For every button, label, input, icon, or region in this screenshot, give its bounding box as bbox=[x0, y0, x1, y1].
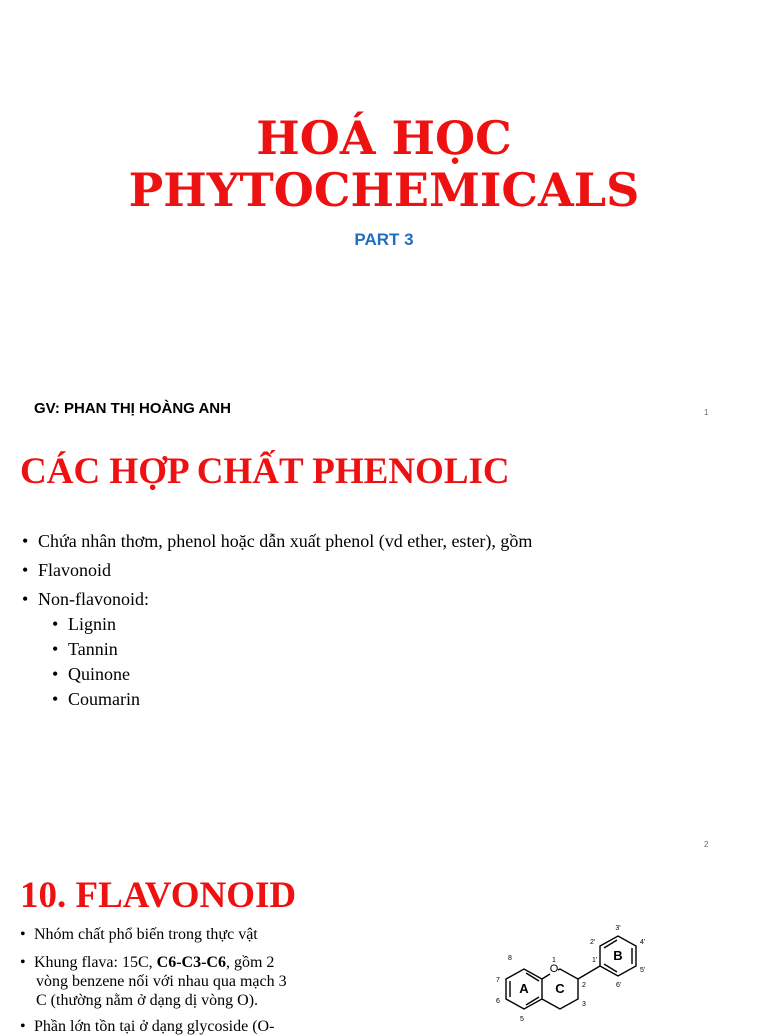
sub-bullet-text: Quinone bbox=[68, 664, 130, 684]
sub-bullet-text: Coumarin bbox=[68, 689, 140, 709]
bullet-item bbox=[22, 588, 149, 610]
position-label: 1' bbox=[592, 957, 598, 964]
position-label: 5' bbox=[640, 967, 646, 974]
ring-c-label: C bbox=[555, 981, 565, 996]
position-label: 1 bbox=[552, 957, 556, 964]
linker-bond bbox=[578, 966, 600, 979]
bullet-dot: • bbox=[20, 954, 26, 971]
bullet-dot: • bbox=[52, 614, 59, 634]
skeleton-bonds bbox=[506, 936, 636, 1009]
oxygen-atom-label: O bbox=[549, 963, 559, 975]
subtitle: PART 3 bbox=[354, 230, 414, 249]
slide-phenolic bbox=[0, 430, 768, 860]
position-label: 2' bbox=[590, 939, 596, 946]
slide-title bbox=[0, 0, 768, 430]
bullet-text: Non-flavonoid: bbox=[38, 589, 149, 609]
slide-title: CÁC HỢP CHẤT PHENOLIC bbox=[20, 451, 510, 492]
bullet-item bbox=[20, 925, 258, 944]
main-title-line1: HOÁ HỌC bbox=[256, 111, 512, 165]
page-number: 2 bbox=[704, 840, 709, 849]
position-label: 3 bbox=[582, 1001, 586, 1008]
ring-a-label: A bbox=[519, 981, 529, 996]
bullet-item bbox=[22, 559, 111, 581]
bullet-dot: • bbox=[52, 664, 59, 684]
bullet-text: Phần lớn tồn tại ở dạng glycoside (O- bbox=[34, 1018, 275, 1035]
bullet-continuation: C (thường nằm ở dạng dị vòng O). bbox=[36, 992, 259, 1009]
teacher-name: GV: PHAN THỊ HOÀNG ANH bbox=[34, 400, 231, 417]
bullet-text-suffix: , gồm 2 bbox=[225, 954, 275, 971]
bullet-dot: • bbox=[52, 689, 59, 709]
page-number: 1 bbox=[704, 408, 709, 417]
bullet-item bbox=[20, 1017, 274, 1036]
position-label: 6 bbox=[496, 998, 500, 1005]
ring-b-double-bond bbox=[604, 940, 617, 948]
ring-b-label: B bbox=[613, 948, 623, 963]
main-title-line2: PHYTOCHEMICALS bbox=[128, 163, 640, 217]
sub-bullet-text: Lignin bbox=[68, 614, 116, 634]
bullet-text: Chứa nhân thơm, phenol hoặc dẫn xuất phenol (vd ether, ester), gồm bbox=[38, 531, 533, 551]
bullet-dot: • bbox=[22, 589, 29, 609]
position-label: 6' bbox=[616, 982, 622, 989]
bullet-text: Nhóm chất phổ biến trong thực vật bbox=[34, 926, 258, 943]
bullet-dot: • bbox=[20, 926, 26, 943]
ring-b-double-bond bbox=[604, 964, 617, 972]
sub-bullet-text: Tannin bbox=[68, 639, 118, 659]
position-label: 7 bbox=[496, 977, 500, 984]
sub-bullet-item bbox=[52, 663, 130, 685]
bullet-text: Khung flava: 15C, bbox=[34, 954, 157, 971]
bullet-dot: • bbox=[22, 560, 29, 580]
sub-bullet-item bbox=[52, 688, 140, 710]
bullet-dot: • bbox=[22, 531, 29, 551]
position-label: 4' bbox=[640, 939, 646, 946]
slide-title: 10. FLAVONOID bbox=[20, 875, 297, 916]
flavone-structure-diagram bbox=[470, 900, 680, 1024]
bullet-text: Flavonoid bbox=[38, 560, 112, 580]
position-label: 5 bbox=[520, 1016, 524, 1023]
bullet-continuation: vòng benzene nối với nhau qua mạch 3 bbox=[36, 973, 287, 990]
position-label: 2 bbox=[582, 982, 586, 989]
bullet-bold-text: C6-C3-C6 bbox=[156, 954, 226, 971]
position-label: 8 bbox=[508, 955, 512, 962]
slide-flavonoid bbox=[0, 860, 768, 1035]
bullet-item bbox=[22, 530, 532, 552]
position-label: 3' bbox=[615, 925, 621, 932]
bullet-item bbox=[20, 953, 274, 972]
sub-bullet-item bbox=[52, 638, 118, 660]
sub-bullet-item bbox=[52, 613, 116, 635]
bullet-dot: • bbox=[52, 639, 59, 659]
bullet-dot: • bbox=[20, 1018, 26, 1035]
